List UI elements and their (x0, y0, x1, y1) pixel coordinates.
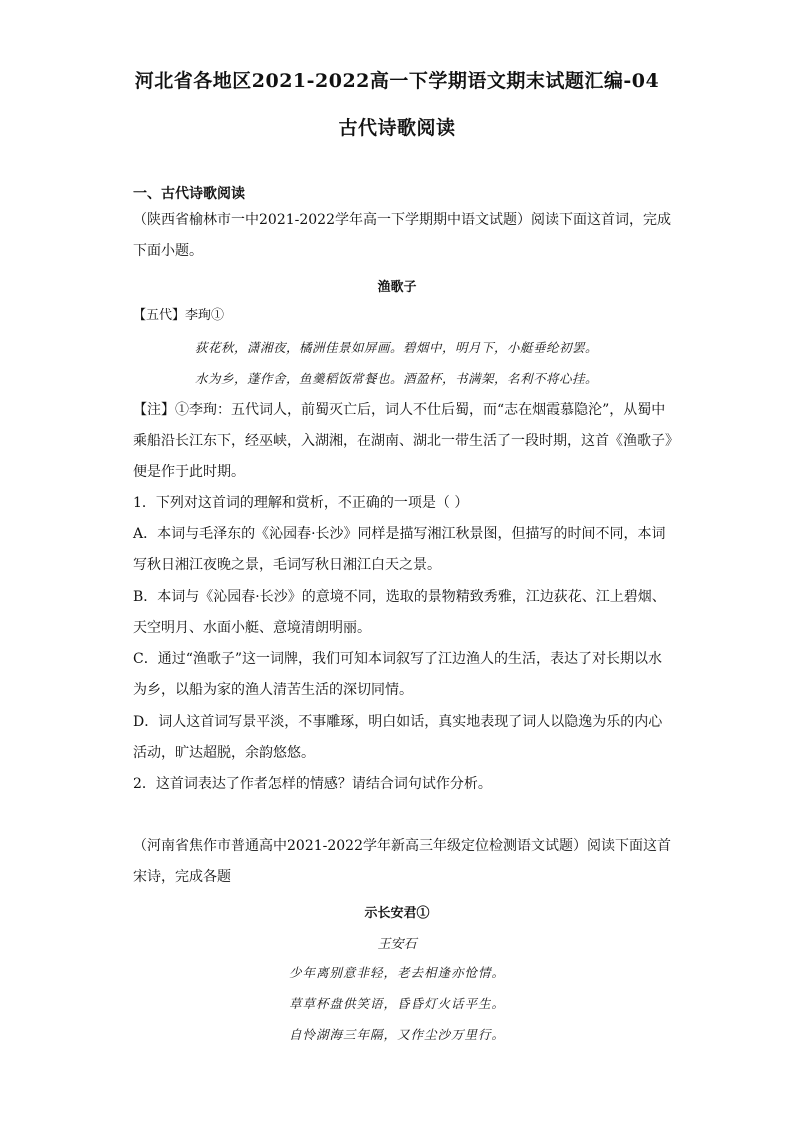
document-title: 河北省各地区2021-2022高一下学期语文期末试题汇编-04 (134, 70, 660, 92)
option-c: C．通过“渔歌子”这一词牌，我们可知本词叙写了江边渔人的生活，表达了对长期以水 (133, 651, 663, 667)
passage1-source: （陕西省榆林市一中2021-2022学年高一下学期期中语文试题）阅读下面这首词，完成 (133, 212, 671, 228)
option-d-cont: 活动，旷达超脱，余韵悠悠。 (133, 745, 315, 761)
option-a-cont: 写秋日湘江夜晚之景，毛词写秋日湘江白天之景。 (133, 557, 441, 573)
poem1-line: 荻花秋，潇湘夜，橘洲佳景如屏画。碧烟中，明月下，小艇垂纶初罢。 (195, 340, 599, 355)
poem2-line: 自怜湖海三年隔，又作尘沙万里行。 (288, 1027, 505, 1042)
poem1-author: 【五代】李珣① (133, 308, 225, 323)
poem1-title: 渔歌子 (377, 280, 417, 295)
passage1-source-cont: 下面小题。 (133, 243, 203, 259)
passage2-source-cont: 宋诗，完成各题 (133, 869, 231, 885)
section-heading: 一、古代诗歌阅读 (133, 186, 245, 202)
option-a: A．本词与毛泽东的《沁园春·长沙》同样是描写湘江秋景图，但描写的时间不同，本词 (133, 526, 666, 542)
poem2-title: 示长安君① (364, 906, 430, 921)
poem2-author: 王安石 (377, 937, 417, 952)
option-d: D．词人这首词写景平淡，不事雕琢，明白如话，真实地表现了词人以隐逸为乐的内心 (133, 714, 663, 730)
option-b: B．本词与《沁园春·长沙》的意境不同，选取的景物精致秀雅，江边荻花、江上碧烟、 (133, 589, 666, 605)
document-subtitle: 古代诗歌阅读 (338, 117, 456, 139)
option-b-cont: 天空明月、水面小艇、意境清朗明丽。 (133, 620, 371, 636)
option-c-cont: 为乡，以船为家的渔人清苦生活的深切同情。 (133, 682, 413, 698)
note-line: 便是作于此时期。 (133, 464, 245, 480)
passage2-source: （河南省焦作市普通高中2021-2022学年新高三年级定位检测语文试题）阅读下面这首 (133, 838, 671, 854)
question-1: 1．下列对这首词的理解和赏析，不正确的一项是（ ） (133, 495, 469, 511)
note-line: 【注】①李珣：五代词人，前蜀灭亡后，词人不仕后蜀，而“志在烟霞慕隐沦”，从蜀中 (133, 402, 666, 418)
poem2-line: 少年离别意非轻，老去相逢亦怆情。 (288, 965, 505, 980)
poem1-line: 水为乡，蓬作舍，鱼羹稻饭常餐也。酒盈杯，书满架，名利不将心挂。 (195, 371, 599, 386)
poem2-line: 草草杯盘供笑语，昏昏灯火话平生。 (288, 996, 505, 1011)
note-line: 乘船沿长江东下，经巫峡，入湖湘，在湖南、湖北一带生活了一段时期，这首《渔歌子》 (133, 433, 679, 449)
question-2: 2．这首词表达了作者怎样的情感？请结合词句试作分析。 (133, 776, 492, 792)
